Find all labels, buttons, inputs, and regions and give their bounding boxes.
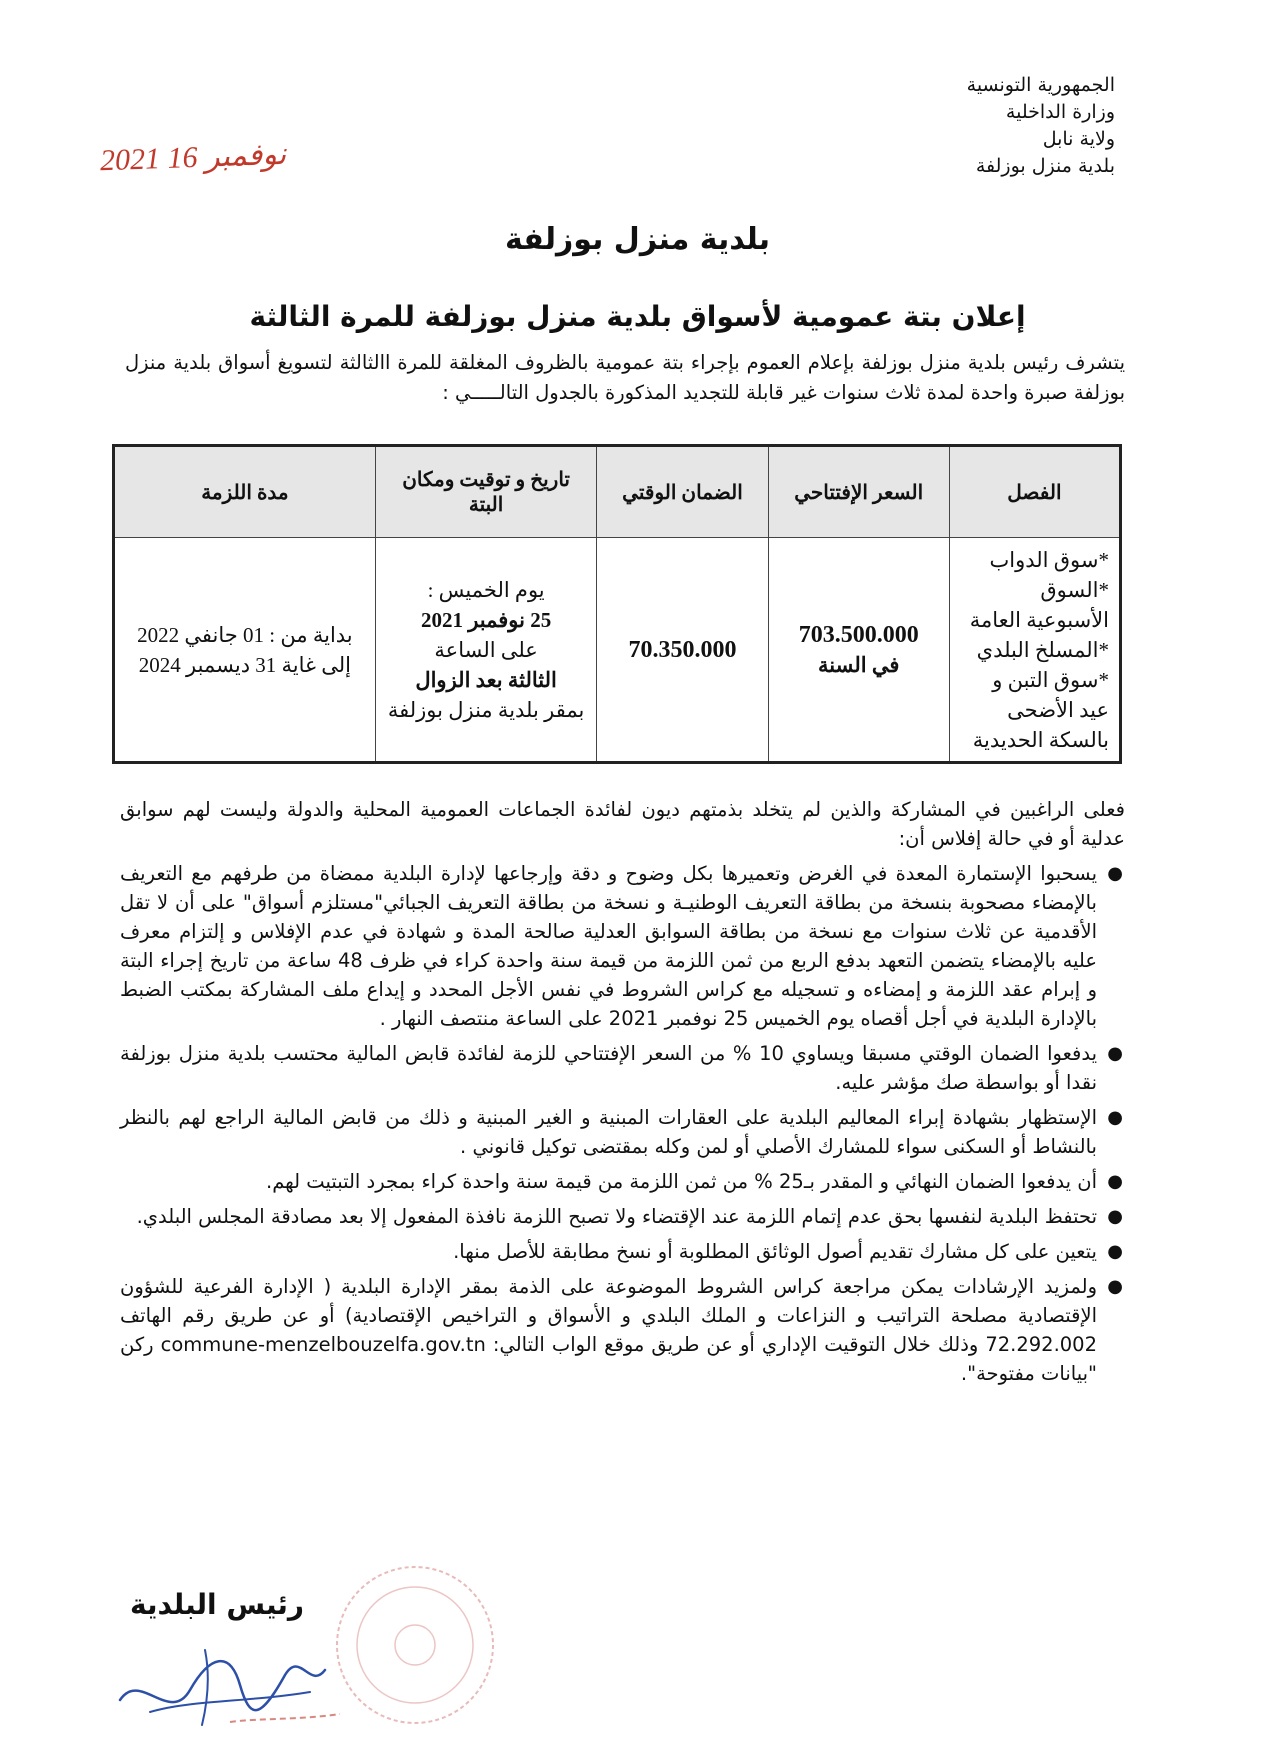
signature-title: رئيس البلدية <box>130 1588 305 1621</box>
list-item-text: يسحبوا الإستمارة المعدة في الغرض وتعميرها بكل وضوح و دقة وإرجاعها لإدارة البلدية ممضاة من طرفهم مع التعريف بالإمضاء مصحوبة بنسخة من بطاقة التعريف الوطنيـة و نسخة من بطاقة التعريف الجبائي"مستلزم أسواق" على أن لا تقل الأقدمية عن ثلاث سنوات مع نسخة من بطاقة السوابق العدلية صالحة المدة و شهادة في عدم الإفلاس و إلتزام معرف عليه بالإمضاء يتضمن التعهد بدفع الربع من ثمن اللزمة من قيمة سنة واحدة كراء في ظرف 48 ساعة من تاريخ إجراء البتة و إبرام عقد اللزمة و إمضاءه و تسجيله مع كراس الشروط في نفس الأجل المحدد و إيداع ملف المشاركة بمكتب الضبط بالإدارة البلدية في أجل أقصاه يوم الخميس 25 نوفمبر 2021 على الساعة منتصف النهار . <box>120 862 1097 1030</box>
list-item <box>120 1039 1123 1097</box>
col-header-lot: الفصل <box>949 446 1120 538</box>
table-header-row <box>114 446 1121 538</box>
bullet-icon: ● <box>1107 1241 1123 1262</box>
list-item-text: يتعين على كل مشارك تقديم أصول الوثائق المطلوبة أو نسخ مطابقة للأصل منها. <box>453 1240 1097 1263</box>
col-header-guarantee: الضمان الوقتي <box>597 446 768 538</box>
letterhead-line-municipality: بلدية منزل بوزلفة <box>975 155 1115 177</box>
lot-item: *سوق الدواب <box>989 547 1109 572</box>
announcement-title: إعلان بتة عمومية لأسواق بلدية منزل بوزلفة للمرة الثالثة <box>249 300 1026 333</box>
letterhead-line-governorate: ولاية نابل <box>1042 128 1115 150</box>
place-value: بمقر بلدية منزل بوزلفة <box>387 697 585 722</box>
time-prefix: على الساعة <box>434 637 538 662</box>
list-item <box>120 1237 1123 1266</box>
intro-paragraph: يتشرف رئيس بلدية منزل بوزلفة بإعلام العموم بإجراء بتة عمومية بالظروف المغلقة للمرة االثالثة لتسويغ أسواق بلدية منزل بوزلفة صبرة واحدة لمدة ثلاث سنوات غير قابلة للتجديد المذكورة بالجدول التالـــــي : <box>125 351 1125 404</box>
cell-lots <box>949 538 1120 763</box>
list-item-text: ولمزيد الإرشادات يمكن مراجعة كراس الشروط الموضوعة على الذمة بمقر الإدارة البلدية ( الإدارة الفرعية للشؤون الإقتصادية مصلحة التراتيب و النزاعات و الملك البلدي و الأسواق و التراخيص الإقتصادية) أو عن طريق رقم الهاتف 72.292.002 وذلك خلال التوقيت الإداري أو عن طريق موقع الواب التالي: commune-menzelbouzelfa.gov.tn ركن "بيانات مفتوحة". <box>120 1275 1097 1385</box>
bullet-icon: ● <box>1107 1206 1123 1227</box>
letterhead-line-republic: الجمهورية التونسية <box>966 74 1115 96</box>
bullet-icon: ● <box>1107 1043 1123 1064</box>
table-row <box>114 538 1121 763</box>
cell-date-place <box>375 538 597 763</box>
guarantee-value: 70.350.000 <box>628 636 737 663</box>
cell-opening-price <box>768 538 949 763</box>
lot-item: *سوق التبن و عيد الأضحى بالسكة الحديدية <box>972 667 1109 752</box>
conditions-list <box>120 859 1125 1388</box>
opening-price-value: 703.500.000 <box>798 621 919 648</box>
bullet-icon: ● <box>1107 1276 1123 1297</box>
official-seal-icon <box>330 1560 500 1730</box>
lot-item: *السوق الأسبوعية العامة <box>969 577 1109 632</box>
cell-duration: بداية من : 01 جانفي 2022 إلى غاية 31 ديسمبر 2024 <box>114 538 376 763</box>
letterhead <box>855 72 1115 180</box>
bullet-icon: ● <box>1107 1107 1123 1128</box>
list-item-text: يدفعوا الضمان الوقتي مسبقا ويساوي 10 % من السعر الإفتتاحي للزمة لفائدة قابض المالية محتسب بلدية منزل بوزلفة نقدا أو بواسطة صك مؤشر عليه. <box>120 1042 1097 1094</box>
list-item <box>120 1167 1123 1196</box>
bullet-icon: ● <box>1107 1171 1123 1192</box>
opening-price-unit: في السنة <box>818 652 900 677</box>
lot-item: *المسلخ البلدي <box>976 637 1109 662</box>
list-item-text: أن يدفعوا الضمان النهائي و المقدر بـ25 % من ثمن اللزمة من قيمة سنة واحدة كراء بمجرد التبتيت لهم. <box>266 1170 1097 1193</box>
date-value: 25 نوفمبر 2021 <box>420 607 552 632</box>
col-header-date-place: تاريخ و توقيت ومكان البتة <box>375 446 597 538</box>
list-item <box>120 1103 1123 1161</box>
date-day: يوم الخميس : <box>427 577 545 602</box>
bullet-icon: ● <box>1107 863 1123 884</box>
list-item <box>120 1272 1123 1388</box>
conditions-section <box>120 795 1125 1394</box>
list-item <box>120 1202 1123 1231</box>
col-header-duration: مدة اللزمة <box>114 446 376 538</box>
signature-icon <box>110 1630 350 1740</box>
list-item-text: تحتفظ البلدية لنفسها بحق عدم إتمام اللزمة عند الإقتضاء ولا تصبح اللزمة نافذة المفعول إلا بعد مصادقة المجلس البلدي. <box>136 1205 1097 1228</box>
letterhead-line-ministry: وزارة الداخلية <box>1005 101 1115 123</box>
list-item <box>120 859 1123 1033</box>
org-title: بلدية منزل بوزلفة <box>504 222 771 257</box>
cell-guarantee <box>597 538 768 763</box>
list-item-text: الإستظهار بشهادة إبراء المعاليم البلدية على العقارات المبنية و الغير المبنية و ذلك من قابض المالية الراجع لهم بالنظر بالنشاط أو السكنى سواء للمشارك الأصلي أو لمن وكله بمقتضى توكيل قانوني . <box>120 1106 1097 1158</box>
date-stamp: 2021 نوفمبر 16 <box>99 137 287 178</box>
tender-table <box>112 444 1122 764</box>
conditions-intro: فعلى الراغبين في المشاركة والذين لم يتخلد بذمتهم ديون لفائدة الجماعات العمومية المحلية والدولة وليست لهم سوابق عدلية أو في حالة إفلاس أن: <box>120 798 1125 850</box>
time-value: الثالثة بعد الزوال <box>415 667 557 692</box>
col-header-opening-price: السعر الإفتتاحي <box>768 446 949 538</box>
